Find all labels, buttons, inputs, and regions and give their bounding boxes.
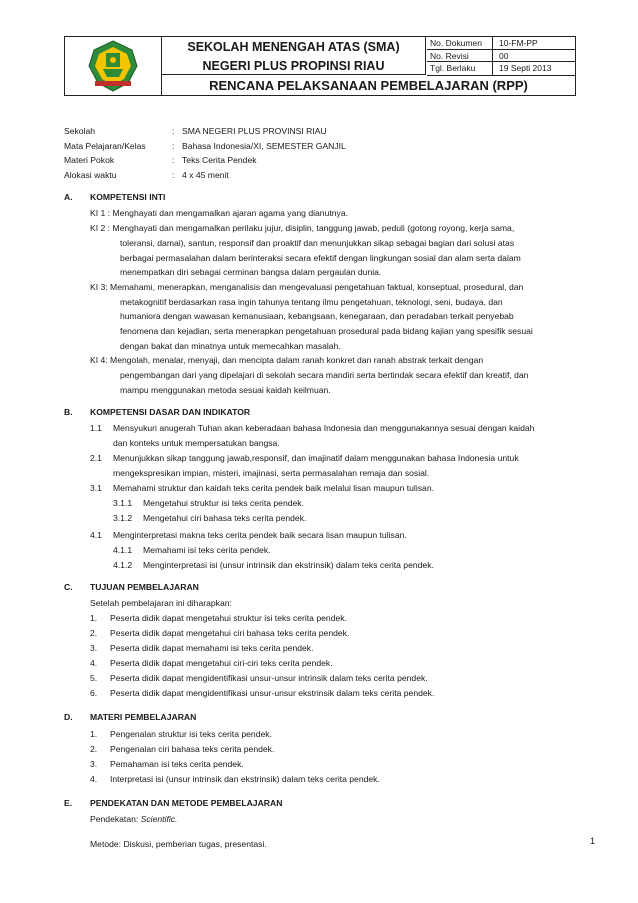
doc-number-label: No. Dokumen — [427, 37, 493, 49]
indicator-text: Mensyukuri anugerah Tuhan akan keberadaan bahasa Indonesia dan menggunakannya sesuai dengan kaidah — [113, 423, 535, 433]
approach-line — [90, 812, 177, 827]
identity-row-time — [64, 168, 346, 183]
objective-text: Peserta didik dapat memahami isi teks cerita pendek. — [110, 643, 314, 653]
approach-value: Scientific. — [140, 814, 178, 824]
section-e-letter: E. — [64, 798, 73, 808]
objective-text: Peserta didik dapat mengetahui ciri-ciri teks cerita pendek. — [110, 658, 333, 668]
material-number: 1. — [90, 729, 98, 739]
identity-row-subject — [64, 139, 346, 154]
section-c-title: TUJUAN PEMBELAJARAN — [90, 582, 199, 592]
identity-row-topic — [64, 153, 346, 168]
objective-number: 2. — [90, 628, 98, 638]
objective-text: Peserta didik dapat mengidentifikasi unsur-unsur ekstrinsik dalam teks cerita pendek. — [110, 688, 435, 698]
objective-number: 4. — [90, 658, 98, 668]
sub-indicator-number: 3.1.1 — [113, 498, 133, 508]
revision-row — [427, 50, 575, 63]
effective-date-value: 19 Septi 2013 — [499, 63, 552, 74]
section-b-title: KOMPETENSI DASAR DAN INDIKATOR — [90, 407, 251, 417]
sub-indicator-text: Mengetahui struktur isi teks cerita pendek. — [143, 498, 304, 508]
document-meta-table — [427, 37, 575, 76]
sub-indicator-text: Mengetahui ciri bahasa teks cerita pendek. — [143, 513, 307, 523]
objective-number: 6. — [90, 688, 98, 698]
material-text: Pemahaman isi teks cerita pendek. — [110, 759, 244, 769]
objective-number: 3. — [90, 643, 98, 653]
approach-label: Pendekatan: — [90, 814, 141, 824]
indicator-text: Menunjukkan sikap tanggung jawab,responsif, dan imajinatif dalam menggunakan bahasa Indonesia untuk — [113, 453, 519, 463]
ki4-line: KI 4: Mengolah, menalar, menyaji, dan mencipta dalam ranah konkret dan ranah abstrak terkait dengan — [90, 355, 484, 365]
material-number: 2. — [90, 744, 98, 754]
ki2-line: berbagai permasalahan dalam berinteraksi secara efektif dengan lingkungan sosial dan alam serta dalam — [120, 253, 521, 263]
ki3-line: fenomena dan kejadian, serta menerapkan pengetahuan prosedural pada bidang kajian yang spesifik sesuai — [120, 326, 533, 336]
sub-indicator-text: Memahami isi teks cerita pendek. — [143, 545, 271, 555]
indicator-text: mengekspresikan impian, misteri, imajinasi, serta permasalahan remaja dan sosial. — [113, 468, 430, 478]
effective-date-label: Tgl. Berlaku — [427, 62, 493, 75]
section-e-title: PENDEKATAN DAN METODE PEMBELAJARAN — [90, 798, 283, 808]
objective-text: Peserta didik dapat mengidentifikasi unsur-unsur intrinsik dalam teks cerita pendek. — [110, 673, 428, 683]
identity-colon: : — [172, 155, 175, 166]
identity-value: Teks Cerita Pendek — [182, 155, 257, 166]
ki3-line: humaniora dengan wawasan kemanusiaan, kebangsaan, kenegaraan, dan peradaban terkait penyebab — [120, 311, 514, 321]
ki2-line: toleransi, damai), santun, responsif dan proaktif dan menunjukkan sikap sebagai bagian dari solusi atas — [120, 238, 515, 248]
page-number: 1 — [590, 836, 596, 846]
document-header-table — [64, 36, 576, 96]
ki2-line: menempatkan diri sebagai cerminan bangsa dalam pergaulan dunia. — [120, 267, 382, 277]
section-d-title: MATERI PEMBELAJARAN — [90, 712, 197, 722]
section-b-letter: B. — [64, 407, 73, 417]
section-a-letter: A. — [64, 192, 73, 202]
indicator-text: Menginterpretasi makna teks cerita pendek baik secara lisan maupun tulisan. — [113, 530, 407, 540]
school-name-line1: SEKOLAH MENENGAH ATAS (SMA) — [187, 40, 400, 54]
sub-indicator-number: 4.1.2 — [113, 560, 133, 570]
objective-number: 1. — [90, 613, 98, 623]
document-title: RENCANA PELAKSANAAN PEMBELAJARAN (RPP) — [209, 78, 528, 93]
indicator-number: 3.1 — [90, 483, 102, 493]
ki3-line: dengan bakat dan minatnya untuk memecahkan masalah. — [120, 341, 341, 351]
identity-label: Materi Pokok — [64, 155, 115, 166]
sub-indicator-number: 3.1.2 — [113, 513, 133, 523]
identity-label: Mata Pelajaran/Kelas — [64, 140, 146, 151]
school-name-line2: NEGERI PLUS PROPINSI RIAU — [202, 59, 385, 73]
ki2-line: KI 2 : Menghayati dan mengamalkan perilaku jujur, disiplin, tanggung jawab, peduli (gotong royong, kerja sama, — [90, 223, 515, 233]
indicator-number: 2.1 — [90, 453, 102, 463]
identity-label: Alokasi waktu — [64, 170, 117, 181]
ki3-line: metakognitif berdasarkan rasa ingin tahunya tentang ilmu pengetahuan, teknologi, seni, budaya, dan — [120, 297, 503, 307]
method-line: Metode: Diskusi, pemberian tugas, presentasi. — [90, 839, 267, 849]
objective-number: 5. — [90, 673, 98, 683]
objective-text: Peserta didik dapat mengetahui ciri bahasa teks cerita pendek. — [110, 628, 350, 638]
identity-row-school — [64, 124, 346, 139]
doc-number-value: 10-FM-PP — [499, 38, 538, 48]
logo-cell — [65, 37, 162, 95]
indicator-number: 1.1 — [90, 423, 102, 433]
material-text: Pengenalan struktur isi teks cerita pendek. — [110, 729, 272, 739]
ki4-line: pengembangan dari yang dipelajari di sekolah secara mandiri serta bertindak secara efektif dan kreatif, dan — [120, 370, 529, 380]
identity-value: SMA NEGERI PLUS PROVINSI RIAU — [182, 126, 327, 136]
doc-number-row — [427, 37, 575, 50]
indicator-text: dan konteks untuk mempersatukan bangsa. — [113, 438, 280, 448]
sub-indicator-number: 4.1.1 — [113, 545, 133, 555]
indicator-number: 4.1 — [90, 530, 102, 540]
identity-value: 4 x 45 menit — [182, 170, 229, 181]
material-number: 4. — [90, 774, 98, 784]
identity-colon: : — [172, 126, 175, 136]
indicator-text: Memahami struktur dan kaidah teks cerita pendek baik melalui lisan maupun tulisan. — [113, 483, 434, 493]
identity-colon: : — [172, 140, 175, 151]
ki3-line: KI 3: Memahami, menerapkan, menganalisis dan mengevaluasi pengetahuan faktual, konseptual, prosedural, dan — [90, 282, 524, 292]
ki1-text: KI 1 : Menghayati dan mengamalkan ajaran agama yang dianutnya. — [90, 208, 348, 218]
school-name-cell — [162, 37, 426, 75]
section-c-letter: C. — [64, 582, 73, 592]
section-a-title: KOMPETENSI INTI — [90, 192, 166, 202]
sub-indicator-text: Menginterpretasi isi (unsur intrinsik dan ekstrinsik) dalam teks cerita pendek. — [143, 560, 434, 570]
revision-value: 00 — [499, 50, 509, 61]
section-c-intro: Setelah pembelajaran ini diharapkan: — [90, 598, 232, 608]
material-text: Interpretasi isi (unsur intrinsik dan ekstrinsik) dalam teks cerita pendek. — [110, 774, 380, 784]
material-number: 3. — [90, 759, 98, 769]
objective-text: Peserta didik dapat mengetahui struktur isi teks cerita pendek. — [110, 613, 347, 623]
identity-block — [64, 124, 346, 183]
section-d-letter: D. — [64, 712, 73, 722]
revision-label: No. Revisi — [427, 50, 493, 62]
ki4-line: mampu menggunakan metoda sesuai kaidah keilmuan. — [120, 385, 331, 395]
identity-label: Sekolah — [64, 126, 96, 136]
identity-value: Bahasa Indonesia/XI, SEMESTER GANJIL — [182, 140, 346, 151]
effective-date-row — [427, 62, 575, 75]
identity-colon: : — [172, 170, 175, 181]
school-logo-icon — [65, 37, 161, 95]
material-text: Pengenalan ciri bahasa teks cerita pendek. — [110, 744, 275, 754]
